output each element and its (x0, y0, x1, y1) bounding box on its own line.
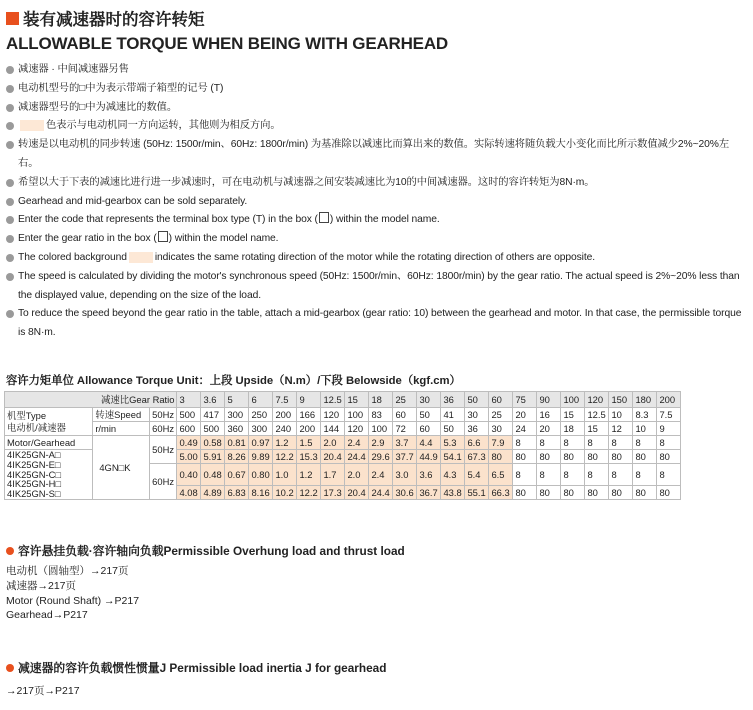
hz-cell: 60Hz (150, 464, 177, 500)
table-row-speed-50 (5, 408, 681, 422)
bullet-icon (6, 235, 14, 243)
speed-cell: 20 (513, 408, 537, 422)
hz-cell: 50Hz (150, 408, 177, 422)
torque-cell: 12.2 (297, 485, 321, 499)
torque-cell: 4.08 (177, 485, 201, 499)
ratio-cell: 3.6 (201, 392, 225, 408)
torque-table (4, 391, 681, 500)
speed-cell: 36 (465, 422, 489, 436)
speed-cell: 120 (345, 422, 369, 436)
speed-cell: 200 (273, 408, 297, 422)
table-row-speed-60 (5, 422, 681, 436)
model-name: 4IK25GN-S□ (7, 488, 61, 500)
torque-cell: 43.8 (441, 485, 465, 499)
speed-cell: 360 (225, 422, 249, 436)
torque-cell: 66.3 (489, 485, 513, 499)
ref-link[interactable]: 电动机（圆轴型）→217页 (6, 565, 129, 577)
speed-cell: 144 (321, 422, 345, 436)
speed-cell: 83 (369, 408, 393, 422)
torque-cell: 5.00 (177, 450, 201, 464)
page-title-en: ALLOWABLE TORQUE WHEN BEING WITH GEARHEAD (6, 34, 448, 53)
torque-cell: 10.2 (273, 485, 297, 499)
page-title-cn (6, 6, 205, 30)
ratio-cell: 120 (585, 392, 609, 408)
torque-cell: 80 (537, 485, 561, 499)
speed-cell: 60 (417, 422, 441, 436)
torque-cell: 80 (657, 485, 681, 499)
speed-cell: 30 (465, 408, 489, 422)
section-bullet-icon (6, 547, 14, 555)
bullet-icon (6, 122, 14, 130)
overhung-refs (6, 564, 139, 623)
note-cn-1: 减速器 · 中间减速器另售 (6, 61, 748, 80)
torque-cell: 55.1 (465, 485, 489, 499)
torque-cell: 8 (585, 436, 609, 450)
speed-cell: 72 (393, 422, 417, 436)
speed-cell: 60 (393, 408, 417, 422)
table-row-ratio (5, 392, 681, 408)
model-name: 4IK25GN-E□ (7, 458, 61, 470)
ratio-cell: 18 (369, 392, 393, 408)
torque-cell: 9.89 (249, 450, 273, 464)
speed-cell: 500 (201, 422, 225, 436)
speed-cell: 200 (297, 422, 321, 436)
torque-cell: 8 (561, 464, 585, 486)
torque-cell: 2.0 (321, 436, 345, 450)
torque-cell: 0.49 (177, 436, 201, 450)
torque-cell: 8 (609, 464, 633, 486)
note-cn-2: 电动机型号的□中为表示带端子箱型的记号 (T) (6, 80, 748, 99)
torque-cell: 8.16 (249, 485, 273, 499)
bullet-icon (6, 273, 14, 281)
torque-cell: 36.7 (417, 485, 441, 499)
torque-cell: 0.67 (225, 464, 249, 486)
torque-cell: 0.97 (249, 436, 273, 450)
speed-cell: 12.5 (585, 408, 609, 422)
model-name: 4IK25GN-C□ (7, 468, 62, 480)
ratio-cell: 60 (489, 392, 513, 408)
speed-cell: 10 (609, 408, 633, 422)
bullet-icon (6, 310, 14, 318)
torque-cell: 8 (561, 436, 585, 450)
speed-cell: 10 (633, 422, 657, 436)
speed-cell: 50 (417, 408, 441, 422)
torque-cell: 8 (513, 464, 537, 486)
note-en-6: To reduce the speed beyond the gear ratio in the table, attach a mid-gearbox (gear ratio: 10) between the gearhead and motor. In that case, the permissible torque is 8N·m. (6, 305, 748, 343)
torque-cell: 2.4 (345, 436, 369, 450)
torque-cell: 6.6 (465, 436, 489, 450)
torque-cell: 80 (633, 485, 657, 499)
torque-cell: 8 (513, 436, 537, 450)
speed-cell: 166 (297, 408, 321, 422)
bullet-icon (6, 104, 14, 112)
bullet-icon (6, 254, 14, 262)
torque-cell: 80 (657, 450, 681, 464)
note-cn-4: 色表示与电动机同一方向运转，其他则为相反方向。 (6, 117, 748, 136)
ratio-cell: 9 (297, 392, 321, 408)
torque-cell: 2.4 (369, 464, 393, 486)
torque-cell: 8 (609, 436, 633, 450)
torque-cell: 6.83 (225, 485, 249, 499)
torque-cell: 8 (537, 436, 561, 450)
torque-cell: 8.26 (225, 450, 249, 464)
torque-cell: 44.9 (417, 450, 441, 464)
speed-cell: 300 (225, 408, 249, 422)
speed-cell: 300 (249, 422, 273, 436)
model-name: 4IK25GN-H□ (7, 478, 62, 490)
torque-cell: 8 (657, 464, 681, 486)
speed-cell: 16 (537, 408, 561, 422)
note-cn-5: 转速是以电动机的同步转速 (50Hz: 1500r/min、60Hz: 1800r/min) 为基准除以减速比而算出来的数值。实际转速将随负载大小变化而比所示数值减少2%~20%左右。 (6, 136, 748, 174)
torque-cell: 0.58 (201, 436, 225, 450)
bullet-icon (6, 66, 14, 74)
speed-cell: 18 (561, 422, 585, 436)
bullet-icon (6, 179, 14, 187)
box-symbol-icon (158, 231, 168, 242)
speed-cell: 41 (441, 408, 465, 422)
ratio-cell: 36 (441, 392, 465, 408)
notes-list (6, 61, 748, 343)
speed-label-cell: 转速Speed (93, 408, 150, 422)
torque-cell: 80 (513, 485, 537, 499)
speed-cell: 240 (273, 422, 297, 436)
ratio-cell: 75 (513, 392, 537, 408)
note-en-2: Enter the code that represents the terminal box type (T) in the box ( ) within the model name. (6, 211, 748, 230)
speed-cell: 120 (321, 408, 345, 422)
gearhead-code-cell: 4GN□K (93, 436, 150, 500)
note-cn-6: 希望以大于下表的减速比进行进一步减速时，可在电动机与减速器之间安装减速比为10的中间减速器。这时的容许转矩为8N·m。 (6, 174, 748, 193)
torque-cell: 24.4 (369, 485, 393, 499)
torque-cell: 80 (561, 450, 585, 464)
title-cn-text: 装有减速器时的容许转矩 (23, 11, 205, 29)
motor-type-text: 电动机/减速器 (7, 421, 66, 433)
ratio-cell: 50 (465, 392, 489, 408)
model-list-cell (5, 450, 93, 500)
torque-cell: 12.2 (273, 450, 297, 464)
ratio-cell: 200 (657, 392, 681, 408)
torque-cell: 4.89 (201, 485, 225, 499)
ratio-cell: 100 (561, 392, 585, 408)
ref-link[interactable]: 减速器→217页 (6, 579, 77, 592)
motor-gearhead-label-cell: Motor/Gearhead (5, 436, 93, 450)
bullet-icon (6, 85, 14, 93)
torque-cell: 2.0 (345, 464, 369, 486)
ratio-cell: 180 (633, 392, 657, 408)
note-en-4: The colored background indicates the same rotating direction of the motor while the rotating direction of others are opposite. (6, 249, 748, 268)
torque-cell: 1.0 (273, 464, 297, 486)
color-swatch (20, 120, 44, 131)
torque-cell: 54.1 (441, 450, 465, 464)
torque-cell: 0.81 (225, 436, 249, 450)
torque-cell: 2.9 (369, 436, 393, 450)
speed-unit-cell: r/min (93, 422, 150, 436)
speed-cell: 24 (513, 422, 537, 436)
model-name: 4IK25GN-A□ (7, 449, 61, 460)
torque-cell: 80 (513, 450, 537, 464)
inertia-ref[interactable]: →217页→P217 (6, 685, 80, 697)
section-inertia-title: 减速器的容许负载惯性惯量J Permissible load inertia J for gearhead (6, 659, 386, 676)
torque-cell: 20.4 (321, 450, 345, 464)
torque-cell: 17.3 (321, 485, 345, 499)
torque-cell: 5.4 (465, 464, 489, 486)
torque-cell: 80 (609, 485, 633, 499)
torque-cell: 0.48 (201, 464, 225, 486)
speed-cell: 500 (177, 408, 201, 422)
hz-cell: 60Hz (150, 422, 177, 436)
motor-type-text: 机型Type (7, 410, 47, 421)
ratio-cell: 5 (225, 392, 249, 408)
torque-cell: 0.80 (249, 464, 273, 486)
note-cn-3: 减速器型号的□中为减速比的数值。 (6, 99, 748, 118)
speed-cell: 20 (537, 422, 561, 436)
torque-cell: 29.6 (369, 450, 393, 464)
torque-cell: 8 (633, 464, 657, 486)
torque-cell: 8 (585, 464, 609, 486)
title-marker-icon (6, 12, 19, 25)
torque-cell: 37.7 (393, 450, 417, 464)
box-symbol-icon (319, 212, 329, 223)
torque-cell: 20.4 (345, 485, 369, 499)
bullet-icon (6, 198, 14, 206)
speed-cell: 15 (561, 408, 585, 422)
torque-cell: 4.3 (441, 464, 465, 486)
speed-cell: 600 (177, 422, 201, 436)
speed-cell: 417 (201, 408, 225, 422)
torque-cell: 1.2 (273, 436, 297, 450)
bullet-icon (6, 141, 14, 149)
ratio-cell: 25 (393, 392, 417, 408)
motor-type-cell (5, 408, 93, 436)
torque-cell: 4.4 (417, 436, 441, 450)
torque-cell: 0.40 (177, 464, 201, 486)
speed-cell: 7.5 (657, 408, 681, 422)
speed-cell: 100 (345, 408, 369, 422)
ref-link[interactable]: Motor (Round Shaft) →P217 (6, 594, 140, 607)
torque-cell: 6.5 (489, 464, 513, 486)
ratio-cell: 7.5 (273, 392, 297, 408)
section-bullet-icon (6, 664, 14, 672)
torque-cell: 30.6 (393, 485, 417, 499)
speed-cell: 9 (657, 422, 681, 436)
torque-cell: 3.7 (393, 436, 417, 450)
speed-cell: 25 (489, 408, 513, 422)
ratio-cell: 12.5 (321, 392, 345, 408)
ref-link[interactable]: Gearhead→P217 (6, 609, 88, 622)
note-en-1: Gearhead and mid-gearbox can be sold separately. (6, 193, 748, 212)
torque-cell: 7.9 (489, 436, 513, 450)
torque-cell: 80 (609, 450, 633, 464)
speed-cell: 100 (369, 422, 393, 436)
speed-cell: 12 (609, 422, 633, 436)
torque-cell: 3.0 (393, 464, 417, 486)
units-label: 容许力矩单位 Allowance Torque Unit：上段 Upside（N.m）/下段 Belowside（kgf.cm） (6, 375, 461, 387)
hz-cell: 50Hz (150, 436, 177, 464)
torque-cell: 80 (633, 450, 657, 464)
color-swatch (129, 252, 153, 263)
speed-cell: 8.3 (633, 408, 657, 422)
torque-cell: 80 (585, 485, 609, 499)
ratio-cell: 150 (609, 392, 633, 408)
ratio-cell: 30 (417, 392, 441, 408)
torque-cell: 8 (633, 436, 657, 450)
section-overhung-title: 容许悬挂负载·容许轴向负载Permissible Overhung load and thrust load (6, 542, 405, 559)
speed-cell: 250 (249, 408, 273, 422)
torque-cell: 5.91 (201, 450, 225, 464)
torque-cell: 8 (537, 464, 561, 486)
table-row-torque-50-nm (5, 436, 681, 450)
torque-cell: 80 (585, 450, 609, 464)
torque-cell: 67.3 (465, 450, 489, 464)
torque-cell: 80 (561, 485, 585, 499)
ratio-cell: 90 (537, 392, 561, 408)
speed-cell: 30 (489, 422, 513, 436)
ratio-cell: 3 (177, 392, 201, 408)
speed-cell: 15 (585, 422, 609, 436)
torque-cell: 1.2 (297, 464, 321, 486)
torque-cell: 24.4 (345, 450, 369, 464)
torque-cell: 80 (537, 450, 561, 464)
speed-cell: 50 (441, 422, 465, 436)
torque-cell: 80 (489, 450, 513, 464)
ratio-cell: 15 (345, 392, 369, 408)
torque-cell: 15.3 (297, 450, 321, 464)
torque-cell: 5.3 (441, 436, 465, 450)
note-en-5: The speed is calculated by dividing the motor's synchronous speed (50Hz: 1500r/min、60Hz: 1800r/min) by the gear ratio. The actual speed is 2%~20% less than the displayed value, depending on the size of the load. (6, 268, 748, 306)
torque-cell: 1.5 (297, 436, 321, 450)
note-en-3: Enter the gear ratio in the box ( ) within the model name. (6, 230, 748, 249)
torque-cell: 1.7 (321, 464, 345, 486)
torque-cell: 3.6 (417, 464, 441, 486)
torque-cell: 8 (657, 436, 681, 450)
bullet-icon (6, 216, 14, 224)
gear-ratio-label-cell: 减速比Gear Ratio (5, 392, 177, 408)
ratio-cell: 6 (249, 392, 273, 408)
